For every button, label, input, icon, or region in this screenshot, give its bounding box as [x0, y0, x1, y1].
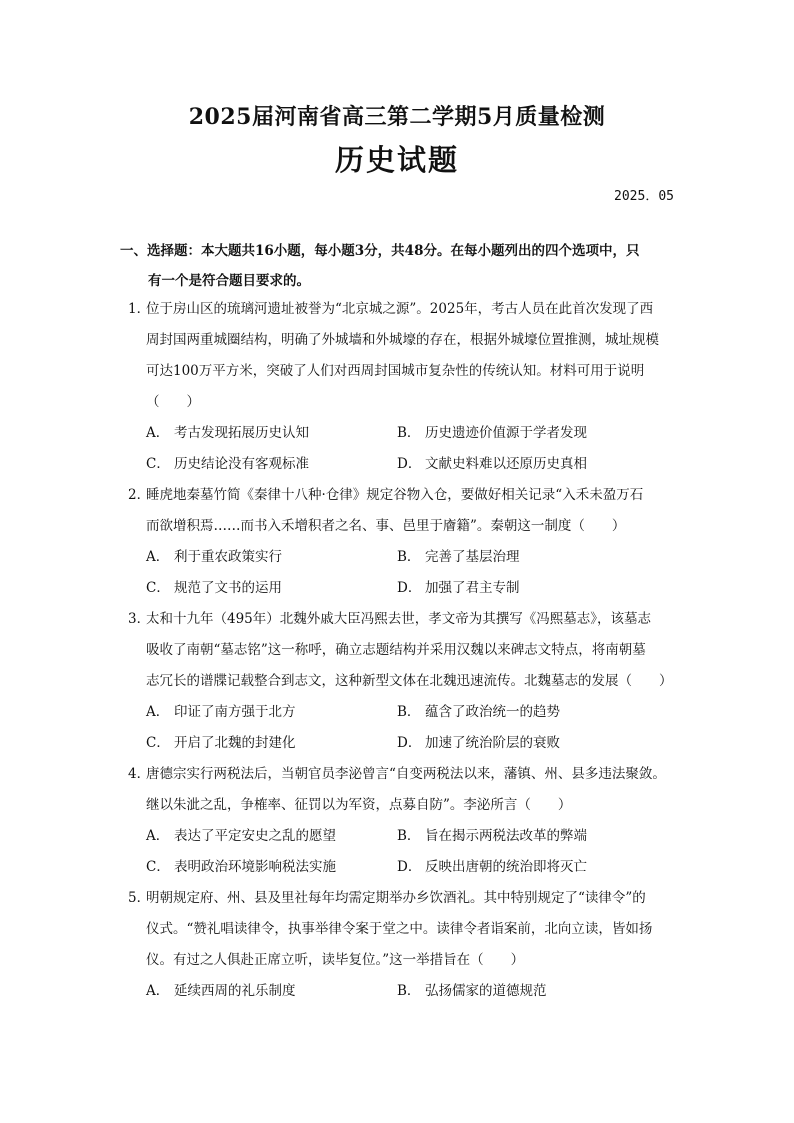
answer-option[interactable] — [146, 728, 397, 759]
question-number: 2． — [128, 487, 151, 503]
question-number: 5． — [128, 890, 151, 906]
answer-option[interactable] — [146, 821, 397, 852]
question-text: 仪式。“赞礼唱读律令，执事举律令案于堂之中。读律令者诣案前，北向立读，皆如扬 — [146, 921, 653, 937]
question-item — [128, 480, 678, 604]
option-letter: B． — [397, 983, 421, 999]
question-text: （ ） — [146, 394, 200, 410]
option-letter: B． — [397, 549, 421, 565]
option-group — [128, 418, 678, 480]
question-text: 睡虎地秦墓竹简《秦律十八种·仓律》规定谷物入仓，要做好相关记录“入禾未盈万石 — [146, 487, 644, 503]
option-group — [128, 976, 678, 1007]
answer-option[interactable] — [146, 573, 397, 604]
section-heading-line1: 一、选择题：本大题共16小题，每小题3分，共48分。在每小题列出的四个选项中，只 — [120, 243, 640, 259]
question-text: 仪。有过之人俱赴正席立听，读毕复位。”这一举措旨在（ ） — [146, 952, 525, 968]
question-text: 唐德宗实行两税法后，当朝官员李泌曾言“自变两税法以来，藩镇、州、县多违法聚敛。 — [146, 766, 666, 782]
answer-option[interactable] — [397, 573, 648, 604]
question-text: 明朝规定府、州、县及里社每年均需定期举办乡饮酒礼。其中特别规定了“读律令”的 — [146, 890, 646, 906]
option-letter: D． — [397, 859, 422, 875]
question-stem-line — [128, 511, 678, 542]
question-stem-line — [128, 914, 678, 945]
answer-option[interactable] — [397, 852, 648, 883]
option-text: 文献史料难以还原历史真相 — [425, 456, 587, 472]
exam-subject-title: 历史试题 — [334, 143, 459, 177]
question-item — [128, 883, 678, 1007]
option-letter: A． — [146, 425, 170, 441]
option-letter: B． — [397, 828, 421, 844]
option-text: 完善了基层治理 — [425, 549, 520, 565]
question-number: 4． — [128, 766, 151, 782]
question-text: 太和十九年（495年）北魏外戚大臣冯熙去世，孝文帝为其撰写《冯熙墓志》，该墓志 — [146, 611, 652, 627]
question-stem-line — [128, 480, 678, 511]
answer-option[interactable] — [146, 542, 397, 573]
option-text: 考古发现拓展历史认知 — [174, 425, 309, 441]
option-letter: B． — [397, 704, 421, 720]
section-heading — [120, 236, 678, 296]
question-text: 而欲增积焉……而书入禾增积者之名、事、邑里于廥籍”。秦朝这一制度（ ） — [146, 518, 626, 534]
option-letter: A． — [146, 549, 170, 565]
answer-option[interactable] — [397, 976, 648, 1007]
question-text: 可达100万平方米，突破了人们对西周封国城市复杂性的传统认知。材料可用于说明 — [146, 363, 645, 379]
question-stem-line — [128, 294, 678, 325]
option-text: 规范了文书的运用 — [174, 580, 282, 596]
answer-option[interactable] — [146, 852, 397, 883]
question-number: 3． — [128, 611, 151, 627]
question-text: 志冗长的谱牒记载整合到志文，这种新型文体在北魏迅速流传。北魏墓志的发展（ ） — [146, 673, 673, 689]
exam-title: 2025届河南省高三第二学期5月质量检测 — [188, 104, 606, 130]
question-list — [128, 294, 678, 1007]
option-letter: D． — [397, 735, 422, 751]
question-stem-line — [128, 635, 678, 666]
option-text: 蕴含了政治统一的趋势 — [425, 704, 560, 720]
question-text: 周封国两重城圈结构，明确了外城墙和外城壕的存在，根据外城壕位置推测，城址规模 — [146, 332, 659, 348]
option-text: 表明政治环境影响税法实施 — [174, 859, 336, 875]
option-letter: C． — [146, 859, 170, 875]
option-text: 利于重农政策实行 — [174, 549, 282, 565]
option-letter: D． — [397, 580, 422, 596]
option-letter: A． — [146, 983, 170, 999]
option-letter: A． — [146, 828, 170, 844]
question-stem-line — [128, 759, 678, 790]
question-item — [128, 604, 678, 759]
answer-option[interactable] — [397, 449, 648, 480]
question-text: 位于房山区的琉璃河遗址被誉为“北京城之源”。2025年，考古人员在此首次发现了西 — [146, 301, 654, 317]
option-text: 开启了北魏的封建化 — [174, 735, 296, 751]
section-heading-line2: 有一个是符合题目要求的。 — [148, 273, 310, 289]
question-item — [128, 294, 678, 480]
option-group — [128, 821, 678, 883]
option-letter: A． — [146, 704, 170, 720]
question-stem-line — [128, 666, 678, 697]
answer-option[interactable] — [146, 697, 397, 728]
option-text: 表达了平定安史之乱的愿望 — [174, 828, 336, 844]
answer-option[interactable] — [397, 821, 648, 852]
option-group — [128, 697, 678, 759]
option-letter: C． — [146, 456, 170, 472]
option-text: 历史结论没有客观标准 — [174, 456, 309, 472]
option-text: 加速了统治阶层的衰败 — [425, 735, 560, 751]
question-stem-line — [128, 883, 678, 914]
option-text: 延续西周的礼乐制度 — [174, 983, 296, 999]
option-letter: C． — [146, 580, 170, 596]
exam-date: 2025．05 — [614, 189, 674, 204]
option-text: 弘扬儒家的道德规范 — [425, 983, 547, 999]
answer-option[interactable] — [146, 976, 397, 1007]
option-text: 历史遗迹价值源于学者发现 — [425, 425, 587, 441]
question-stem-line — [128, 387, 678, 418]
question-number: 1． — [128, 301, 151, 317]
option-letter: B． — [397, 425, 421, 441]
question-text: 吸收了南朝“墓志铭”这一称呼，确立志题结构并采用汉魏以来碑志文特点，将南朝墓 — [146, 642, 646, 658]
answer-option[interactable] — [397, 728, 648, 759]
option-text: 加强了君主专制 — [425, 580, 520, 596]
question-item — [128, 759, 678, 883]
option-text: 旨在揭示两税法改革的弊端 — [425, 828, 587, 844]
question-stem-line — [128, 325, 678, 356]
question-text: 继以朱泚之乱，争榷率、征罚以为军资，点募自防”。李泌所言（ ） — [146, 797, 572, 813]
question-stem-line — [128, 790, 678, 821]
question-stem-line — [128, 945, 678, 976]
answer-option[interactable] — [146, 449, 397, 480]
option-letter: D． — [397, 456, 422, 472]
answer-option[interactable] — [397, 697, 648, 728]
question-stem-line — [128, 356, 678, 387]
answer-option[interactable] — [397, 542, 648, 573]
question-stem-line — [128, 604, 678, 635]
answer-option[interactable] — [146, 418, 397, 449]
option-text: 印证了南方强于北方 — [174, 704, 296, 720]
option-text: 反映出唐朝的统治即将灭亡 — [425, 859, 587, 875]
option-group — [128, 542, 678, 604]
answer-option[interactable] — [397, 418, 648, 449]
option-letter: C． — [146, 735, 170, 751]
